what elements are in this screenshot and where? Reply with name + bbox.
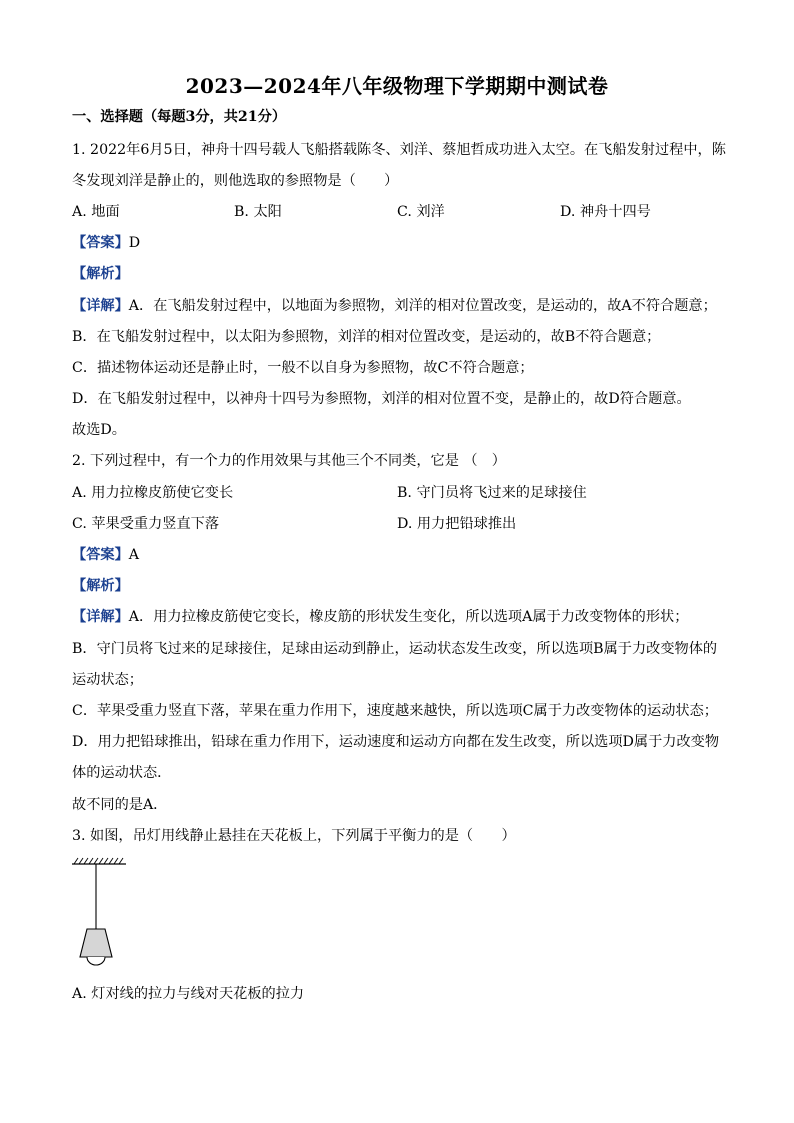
q1-option-a: A. 地面 <box>72 204 120 220</box>
q2-detail-line: D．用力把铅球推出，铅球在重力作用下，运动速度和运动方向都在发生改变，所以选项D属于力改变物 <box>72 734 720 750</box>
q1-option-c: C. 刘洋 <box>397 204 445 220</box>
q2-answer <box>72 546 139 564</box>
q1-option-d: D. 神舟十四号 <box>560 204 651 220</box>
q2-detail-line: B．守门员将飞过来的足球接住，足球由运动到静止，运动状态发生改变，所以选项B属于力改变物体的 <box>72 641 718 657</box>
ceiling-hatch <box>72 858 126 864</box>
detail-tag: 【详解】 <box>72 298 129 314</box>
page-title: 2023—2024年八年级物理下学期期中测试卷 <box>185 74 609 98</box>
q2-detail-line: 【详解】A．用力拉橡皮筋使它变长，橡皮筋的形状发生变化，所以选项A属于力改变物体的形状； <box>72 609 689 625</box>
q1-detail-line: B．在飞船发射过程中，以太阳为参照物，刘洋的相对位置改变，是运动的，故B不符合题意； <box>72 329 661 345</box>
q2-option-a: A. 用力拉橡皮筋使它变长 <box>72 485 234 501</box>
q2-detail-line: C．苹果受重力竖直下落，苹果在重力作用下，速度越来越快，所以选项C属于力改变物体的运动状态； <box>72 703 718 719</box>
q2-stem: 2. 下列过程中，有一个力的作用效果与其他三个不同类，它是 （ ） <box>72 453 506 469</box>
q1-stem-line1: 1. 2022年6月5日，神舟十四号载人飞船搭载陈冬、刘洋、蔡旭哲成功进入太空。在飞船发射过程中，陈 <box>72 142 726 158</box>
q1-analysis-tag: 【解析】 <box>72 266 129 282</box>
q3-stem: 3. 如图，吊灯用线静止悬挂在天花板上，下列属于平衡力的是（ ） <box>72 828 516 844</box>
answer-value: A <box>128 547 140 563</box>
q2-conclusion: 故不同的是A． <box>72 797 168 813</box>
q1-option-b: B. 太阳 <box>234 204 282 220</box>
answer-tag: 【答案】 <box>72 235 129 251</box>
q1-conclusion: 故选D。 <box>72 422 126 438</box>
lamp-shade <box>80 929 112 957</box>
q1-detail-line: C．描述物体运动还是静止时，一般不以自身为参照物，故C不符合题意； <box>72 360 534 376</box>
answer-tag: 【答案】 <box>72 547 129 563</box>
section-heading: 一、选择题（每题3分，共21分） <box>72 109 287 125</box>
answer-value: D <box>128 235 141 251</box>
q2-option-c: C. 苹果受重力竖直下落 <box>72 516 220 532</box>
q1-answer <box>72 234 140 252</box>
q1-detail-line: 【详解】A．在飞船发射过程中，以地面为参照物，刘洋的相对位置改变，是运动的，故A不符合题意； <box>72 298 717 314</box>
lamp-bulb <box>87 957 105 965</box>
hanging-lamp-figure <box>68 855 130 973</box>
q1-stem-line2: 冬发现刘洋是静止的，则他选取的参照物是（ ） <box>72 173 399 189</box>
q2-detail-line: 体的运动状态． <box>72 765 172 781</box>
q2-analysis-tag: 【解析】 <box>72 578 129 594</box>
q3-option-a: A. 灯对线的拉力与线对天花板的拉力 <box>72 986 305 1002</box>
detail-tag: 【详解】 <box>72 609 129 625</box>
q2-option-d: D. 用力把铅球推出 <box>397 516 517 532</box>
q1-detail-line: D．在飞船发射过程中，以神舟十四号为参照物，刘洋的相对位置不变，是静止的，故D符合题意。 <box>72 391 691 407</box>
q2-detail-line: 运动状态； <box>72 672 143 688</box>
q2-option-b: B. 守门员将飞过来的足球接住 <box>397 485 587 501</box>
